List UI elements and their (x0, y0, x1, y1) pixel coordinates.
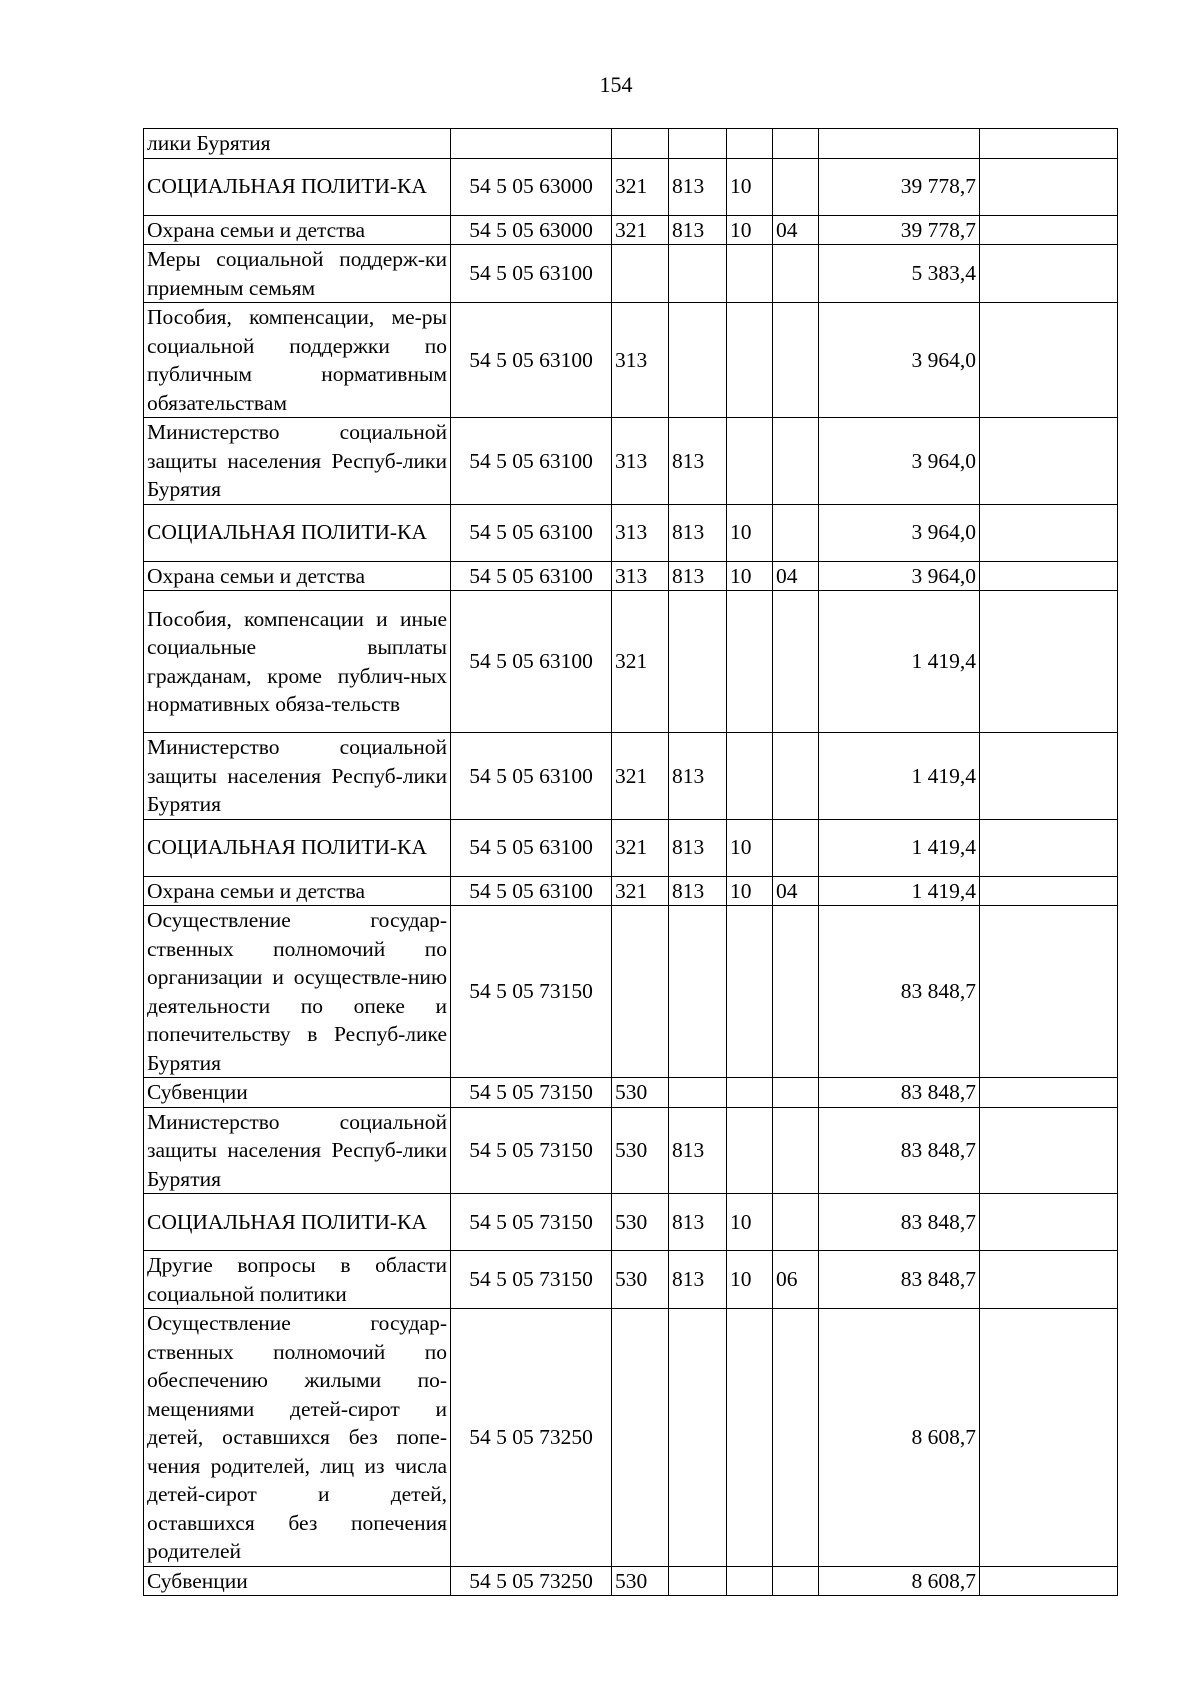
row-section-cell (727, 418, 773, 505)
table-row (144, 504, 1118, 561)
row-amount-cell: 1 419,4 (819, 733, 980, 820)
row-subsection-cell (773, 591, 819, 733)
row-expense-type-cell: 321 (612, 591, 669, 733)
row-expense-type-cell: 313 (612, 303, 669, 418)
row-name-cell: СОЦИАЛЬНАЯ ПОЛИТИ-КА (144, 1194, 451, 1251)
row-expense-type-cell (612, 1309, 669, 1567)
row-name-cell: Пособия, компенсации, ме-ры социальной поддержки по публичным нормативным обязательствам (144, 303, 451, 418)
row-target-code-cell (451, 129, 612, 159)
row-section-cell: 10 (727, 561, 773, 591)
row-target-code-cell: 54 5 05 63100 (451, 418, 612, 505)
row-target-code-cell: 54 5 05 63100 (451, 876, 612, 906)
row-subsection-cell (773, 1194, 819, 1251)
row-target-code-cell: 54 5 05 73150 (451, 1194, 612, 1251)
row-section-cell: 10 (727, 215, 773, 245)
row-name-cell: СОЦИАЛЬНАЯ ПОЛИТИ-КА (144, 819, 451, 876)
table-row (144, 591, 1118, 733)
row-section-cell (727, 1078, 773, 1108)
row-subsection-cell (773, 418, 819, 505)
row-amount-cell: 83 848,7 (819, 906, 980, 1078)
row-empty-cell (980, 591, 1118, 733)
row-empty-cell (980, 1078, 1118, 1108)
row-admin-code-cell: 813 (669, 733, 727, 820)
row-target-code-cell: 54 5 05 63100 (451, 591, 612, 733)
row-admin-code-cell: 813 (669, 1107, 727, 1194)
row-target-code-cell: 54 5 05 73250 (451, 1309, 612, 1567)
table-row (144, 876, 1118, 906)
row-amount-cell: 1 419,4 (819, 819, 980, 876)
row-empty-cell (980, 418, 1118, 505)
row-admin-code-cell: 813 (669, 418, 727, 505)
row-empty-cell (980, 215, 1118, 245)
row-expense-type-cell (612, 245, 669, 303)
row-name-cell: Осуществление государ-ственных полномочий по организации и осуществле-нию деятельности по опеке и попечительству в Респуб-лике Бурятия (144, 906, 451, 1078)
row-amount-cell: 3 964,0 (819, 561, 980, 591)
row-section-cell (727, 303, 773, 418)
row-name-cell: лики Бурятия (144, 129, 451, 159)
table-row (144, 1251, 1118, 1309)
row-section-cell (727, 129, 773, 159)
row-target-code-cell: 54 5 05 63100 (451, 561, 612, 591)
row-admin-code-cell (669, 906, 727, 1078)
row-expense-type-cell: 530 (612, 1078, 669, 1108)
row-target-code-cell: 54 5 05 63100 (451, 245, 612, 303)
row-section-cell (727, 245, 773, 303)
row-empty-cell (980, 303, 1118, 418)
row-amount-cell: 3 964,0 (819, 418, 980, 505)
table-row (144, 418, 1118, 505)
row-subsection-cell (773, 245, 819, 303)
row-target-code-cell: 54 5 05 63100 (451, 819, 612, 876)
row-section-cell: 10 (727, 1194, 773, 1251)
row-expense-type-cell: 321 (612, 733, 669, 820)
table-row (144, 245, 1118, 303)
table-row (144, 1309, 1118, 1567)
row-empty-cell (980, 1107, 1118, 1194)
row-admin-code-cell (669, 1566, 727, 1596)
row-empty-cell (980, 819, 1118, 876)
row-name-cell: СОЦИАЛЬНАЯ ПОЛИТИ-КА (144, 504, 451, 561)
row-section-cell: 10 (727, 876, 773, 906)
row-subsection-cell: 04 (773, 876, 819, 906)
row-empty-cell (980, 876, 1118, 906)
row-admin-code-cell (669, 591, 727, 733)
row-admin-code-cell: 813 (669, 1194, 727, 1251)
page-number: 154 (599, 72, 633, 97)
row-expense-type-cell: 530 (612, 1251, 669, 1309)
row-amount-cell: 83 848,7 (819, 1251, 980, 1309)
row-empty-cell (980, 906, 1118, 1078)
row-name-cell: Пособия, компенсации и иные социальные выплаты гражданам, кроме публич-ных нормативных обяза-тельств (144, 591, 451, 733)
row-amount-cell: 8 608,7 (819, 1566, 980, 1596)
row-section-cell: 10 (727, 1251, 773, 1309)
row-expense-type-cell: 313 (612, 561, 669, 591)
row-name-cell: Охрана семьи и детства (144, 215, 451, 245)
row-section-cell (727, 1309, 773, 1567)
row-empty-cell (980, 733, 1118, 820)
table-row (144, 819, 1118, 876)
row-subsection-cell (773, 1107, 819, 1194)
row-subsection-cell (773, 733, 819, 820)
row-name-cell: Субвенции (144, 1566, 451, 1596)
row-section-cell (727, 733, 773, 820)
table-row (144, 733, 1118, 820)
row-name-cell: Другие вопросы в области социальной политики (144, 1251, 451, 1309)
budget-table (143, 128, 1118, 1596)
table-row (144, 561, 1118, 591)
row-name-cell: Охрана семьи и детства (144, 876, 451, 906)
row-empty-cell (980, 1251, 1118, 1309)
row-empty-cell (980, 504, 1118, 561)
table-row (144, 158, 1118, 215)
row-subsection-cell (773, 1309, 819, 1567)
row-amount-cell: 1 419,4 (819, 591, 980, 733)
row-name-cell: СОЦИАЛЬНАЯ ПОЛИТИ-КА (144, 158, 451, 215)
row-subsection-cell (773, 1566, 819, 1596)
row-target-code-cell: 54 5 05 73150 (451, 1078, 612, 1108)
table-row (144, 215, 1118, 245)
row-expense-type-cell: 321 (612, 819, 669, 876)
table-row (144, 1194, 1118, 1251)
row-expense-type-cell (612, 129, 669, 159)
row-subsection-cell (773, 819, 819, 876)
row-admin-code-cell: 813 (669, 876, 727, 906)
row-subsection-cell: 04 (773, 215, 819, 245)
row-amount-cell: 8 608,7 (819, 1309, 980, 1567)
row-admin-code-cell (669, 129, 727, 159)
row-section-cell: 10 (727, 819, 773, 876)
row-expense-type-cell: 530 (612, 1107, 669, 1194)
row-target-code-cell: 54 5 05 63100 (451, 303, 612, 418)
row-subsection-cell (773, 504, 819, 561)
row-subsection-cell (773, 906, 819, 1078)
row-target-code-cell: 54 5 05 73150 (451, 1107, 612, 1194)
row-section-cell (727, 906, 773, 1078)
row-section-cell (727, 1107, 773, 1194)
row-admin-code-cell (669, 303, 727, 418)
row-amount-cell: 83 848,7 (819, 1107, 980, 1194)
row-empty-cell (980, 245, 1118, 303)
row-admin-code-cell: 813 (669, 504, 727, 561)
table-row (144, 1566, 1118, 1596)
row-name-cell: Министерство социальной защиты населения Респуб-лики Бурятия (144, 733, 451, 820)
row-section-cell: 10 (727, 504, 773, 561)
row-empty-cell (980, 1566, 1118, 1596)
table-row (144, 1107, 1118, 1194)
row-target-code-cell: 54 5 05 63100 (451, 733, 612, 820)
row-section-cell (727, 1566, 773, 1596)
row-target-code-cell: 54 5 05 73150 (451, 906, 612, 1078)
row-name-cell: Охрана семьи и детства (144, 561, 451, 591)
row-target-code-cell: 54 5 05 63000 (451, 158, 612, 215)
row-admin-code-cell: 813 (669, 158, 727, 215)
row-subsection-cell (773, 1078, 819, 1108)
row-empty-cell (980, 561, 1118, 591)
row-admin-code-cell: 813 (669, 215, 727, 245)
row-target-code-cell: 54 5 05 63000 (451, 215, 612, 245)
row-expense-type-cell (612, 906, 669, 1078)
row-amount-cell: 3 964,0 (819, 303, 980, 418)
row-subsection-cell (773, 158, 819, 215)
row-amount-cell (819, 129, 980, 159)
table-body (144, 129, 1118, 1596)
row-expense-type-cell: 321 (612, 876, 669, 906)
row-admin-code-cell: 813 (669, 1251, 727, 1309)
row-target-code-cell: 54 5 05 63100 (451, 504, 612, 561)
row-name-cell: Министерство социальной защиты населения Респуб-лики Бурятия (144, 418, 451, 505)
row-name-cell: Меры социальной поддерж-ки приемным семьям (144, 245, 451, 303)
row-expense-type-cell: 530 (612, 1194, 669, 1251)
row-name-cell: Субвенции (144, 1078, 451, 1108)
row-amount-cell: 5 383,4 (819, 245, 980, 303)
row-empty-cell (980, 129, 1118, 159)
row-admin-code-cell (669, 245, 727, 303)
row-empty-cell (980, 1309, 1118, 1567)
row-amount-cell: 39 778,7 (819, 215, 980, 245)
row-admin-code-cell (669, 1078, 727, 1108)
row-subsection-cell (773, 129, 819, 159)
row-subsection-cell (773, 303, 819, 418)
row-amount-cell: 3 964,0 (819, 504, 980, 561)
row-empty-cell (980, 1194, 1118, 1251)
row-admin-code-cell (669, 1309, 727, 1567)
row-expense-type-cell: 321 (612, 215, 669, 245)
row-section-cell: 10 (727, 158, 773, 215)
table-row (144, 303, 1118, 418)
row-target-code-cell: 54 5 05 73150 (451, 1251, 612, 1309)
row-amount-cell: 39 778,7 (819, 158, 980, 215)
table-row (144, 1078, 1118, 1108)
row-subsection-cell: 06 (773, 1251, 819, 1309)
row-section-cell (727, 591, 773, 733)
row-amount-cell: 83 848,7 (819, 1078, 980, 1108)
row-expense-type-cell: 313 (612, 504, 669, 561)
table-row (144, 129, 1118, 159)
row-admin-code-cell: 813 (669, 561, 727, 591)
row-expense-type-cell: 321 (612, 158, 669, 215)
row-subsection-cell: 04 (773, 561, 819, 591)
table-row (144, 906, 1118, 1078)
row-amount-cell: 1 419,4 (819, 876, 980, 906)
row-empty-cell (980, 158, 1118, 215)
row-admin-code-cell: 813 (669, 819, 727, 876)
row-name-cell: Министерство социальной защиты населения Респуб-лики Бурятия (144, 1107, 451, 1194)
row-expense-type-cell: 313 (612, 418, 669, 505)
row-name-cell: Осуществление государ-ственных полномочий по обеспечению жилыми по-мещениями детей-сирот и детей, оставшихся без попе-чения родителей, лиц из числа детей-сирот и детей, оставшихся без попечения родителей (144, 1309, 451, 1567)
row-target-code-cell: 54 5 05 73250 (451, 1566, 612, 1596)
row-amount-cell: 83 848,7 (819, 1194, 980, 1251)
row-expense-type-cell: 530 (612, 1566, 669, 1596)
